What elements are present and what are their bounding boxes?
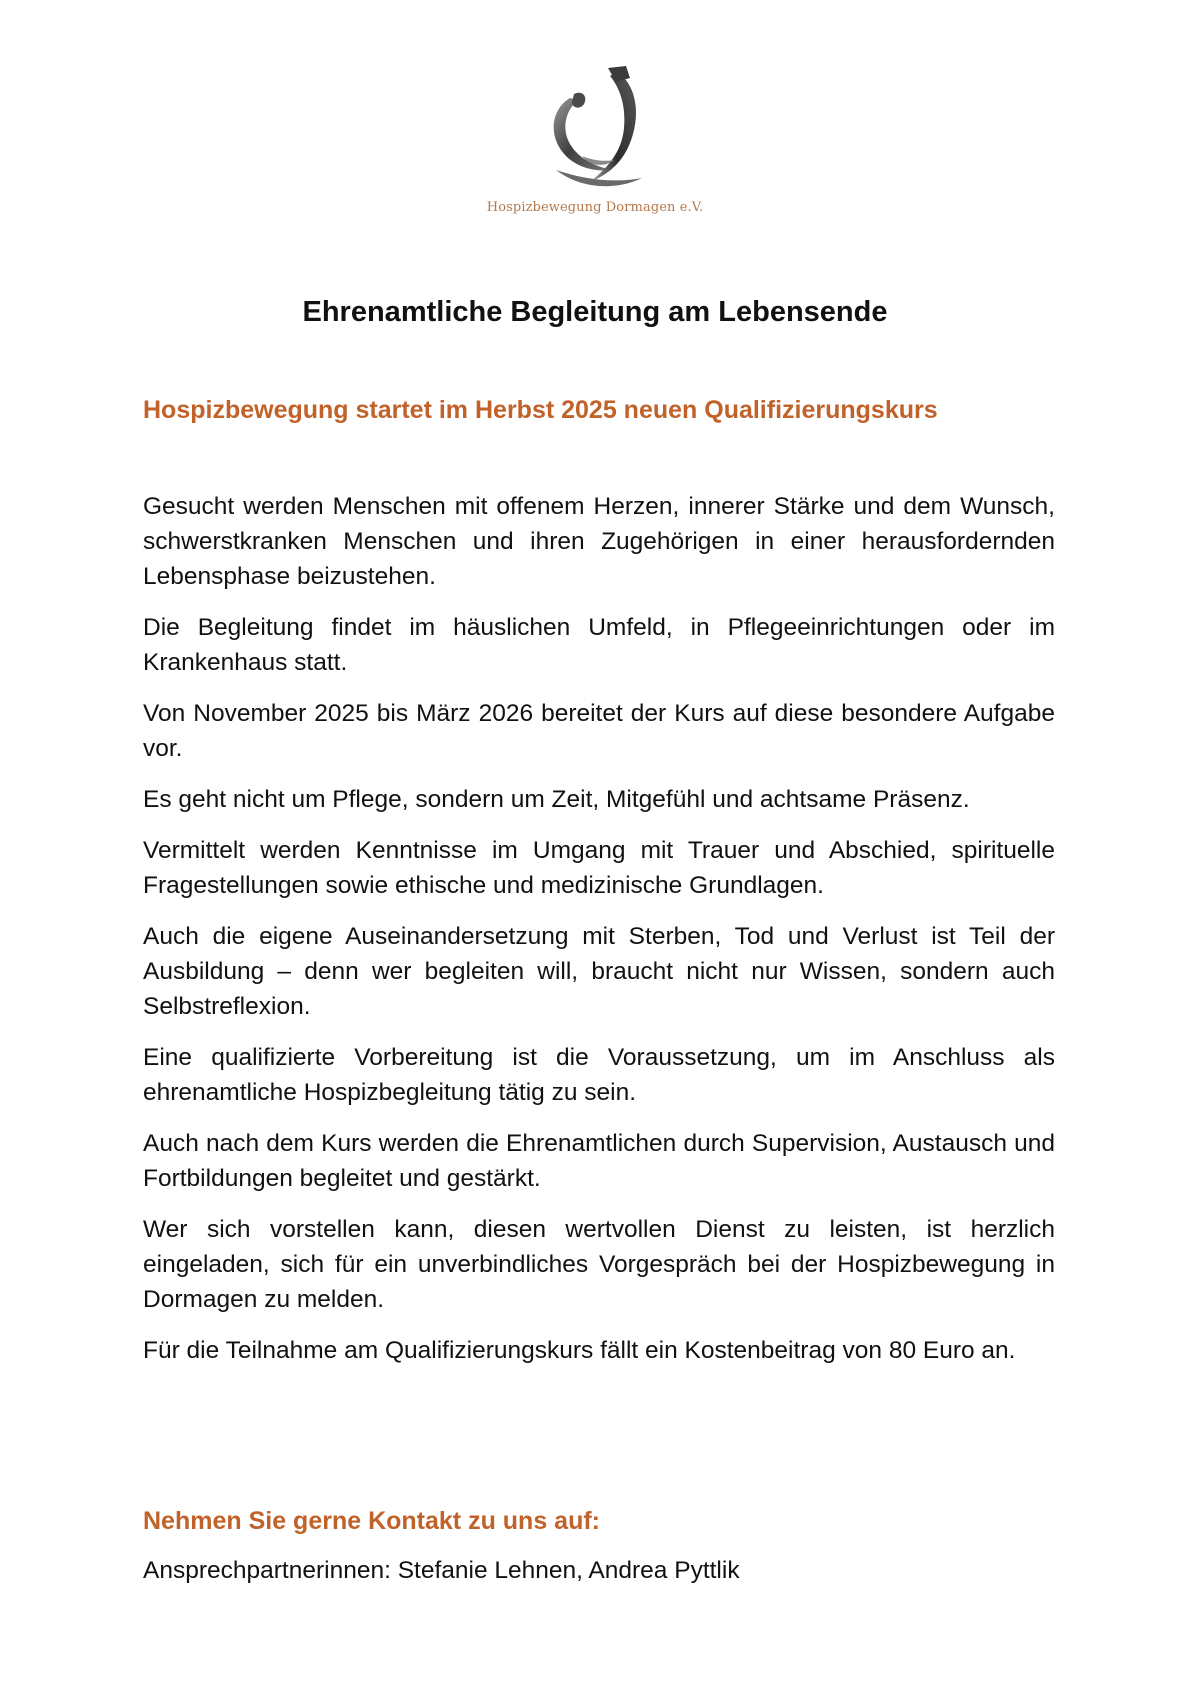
logo [480,60,710,230]
paragraph: Die Begleitung findet im häuslichen Umfeld, in Pflegeeinrichtungen oder im Krankenhaus statt. [143,614,1055,676]
paragraph: Eine qualifizierte Vorbereitung ist die Voraussetzung, um im Anschluss als ehrenamtliche Hospizbegleitung tätig zu sein. [143,1044,1055,1106]
contact-heading: Nehmen Sie gerne Kontakt zu uns auf: [143,1507,601,1535]
paragraph: Auch die eigene Auseinandersetzung mit Sterben, Tod und Verlust ist Teil der Ausbildung – denn wer begleiten will, braucht nicht nur Wissen, sondern auch Selbstreflexion. [143,923,1055,1020]
page-subtitle: Hospizbewegung startet im Herbst 2025 neuen Qualifizierungskurs [143,396,938,424]
paragraph: Es geht nicht um Pflege, sondern um Zeit, Mitgefühl und achtsame Präsenz. [143,786,970,813]
article-body [143,489,1055,1384]
paragraph: Für die Teilnahme am Qualifizierungskurs fällt ein Kostenbeitrag von 80 Euro an. [143,1337,1016,1364]
page-title: Ehrenamtliche Begleitung am Lebensende [302,296,888,328]
paragraph: Auch nach dem Kurs werden die Ehrenamtlichen durch Supervision, Austausch und Fortbildungen begleitet und gestärkt. [143,1130,1055,1192]
paragraph: Von November 2025 bis März 2026 bereitet der Kurs auf diese besondere Aufgabe vor. [143,700,1055,762]
paragraph: Gesucht werden Menschen mit offenem Herzen, innerer Stärke und dem Wunsch, schwerstkranken Menschen und ihren Zugehörigen in einer herausfordernden Lebensphase beizustehen. [143,493,1055,590]
contact-persons: Ansprechpartnerinnen: Stefanie Lehnen, Andrea Pyttlik [143,1557,740,1584]
logo-text: Hospizbewegung Dormagen e.V. [486,200,704,215]
paragraph: Vermittelt werden Kenntnisse im Umgang mit Trauer und Abschied, spirituelle Fragestellungen sowie ethische und medizinische Grundlagen. [143,837,1055,899]
hospice-swirl-logo-icon [530,60,660,190]
paragraph: Wer sich vorstellen kann, diesen wertvollen Dienst zu leisten, ist herzlich eingeladen, sich für ein unverbindliches Vorgespräch bei der Hospizbewegung in Dormagen zu melden. [143,1216,1055,1313]
